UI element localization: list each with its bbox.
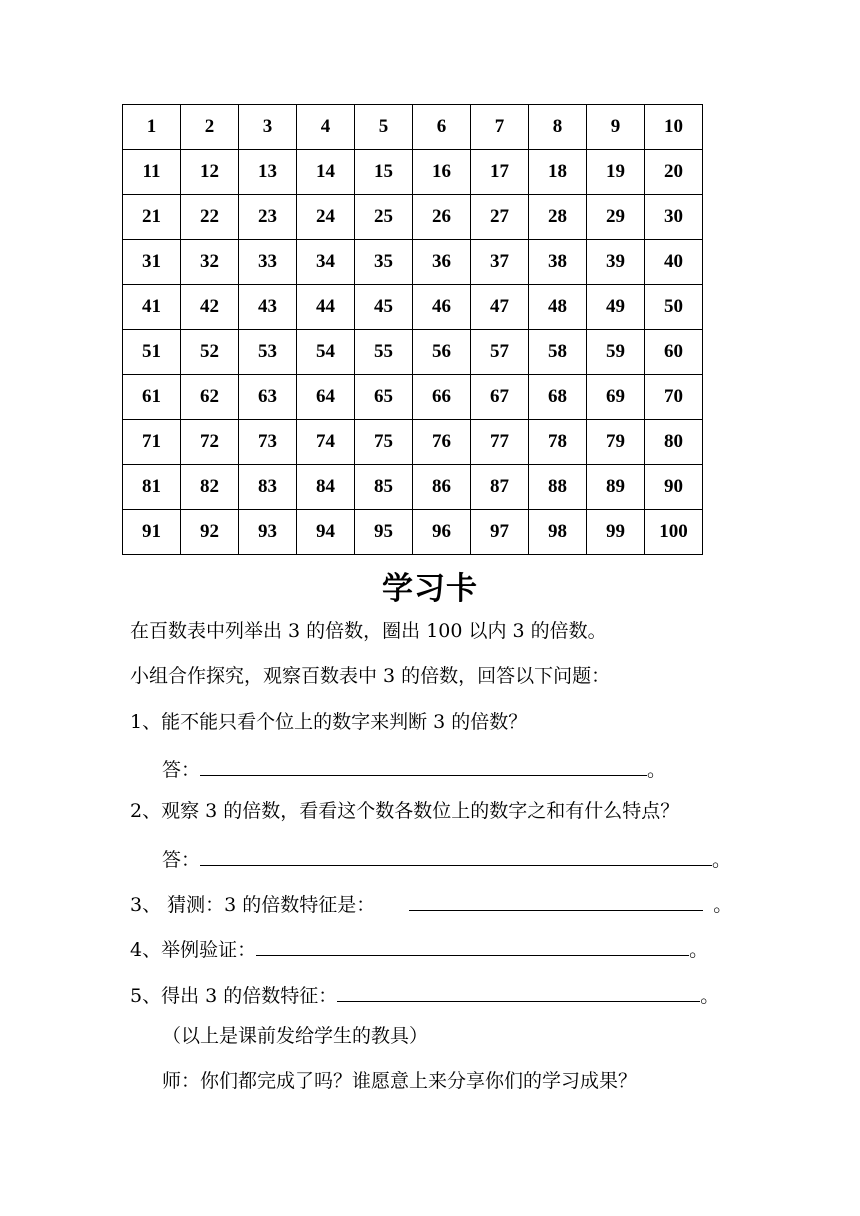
chart-cell[interactable]: 88 — [529, 465, 587, 510]
chart-cell[interactable]: 85 — [355, 465, 413, 510]
question-3-row — [130, 892, 732, 915]
answer-1-row — [162, 757, 666, 780]
chart-cell[interactable]: 20 — [645, 150, 703, 195]
chart-cell[interactable]: 41 — [123, 285, 181, 330]
chart-cell[interactable]: 38 — [529, 240, 587, 285]
learning-card-title: 学习卡 — [382, 571, 478, 607]
answer-5-blank[interactable] — [337, 983, 700, 1002]
chart-cell[interactable]: 15 — [355, 150, 413, 195]
chart-cell[interactable]: 83 — [239, 465, 297, 510]
intro-line-1: 在百数表中列举出 3 的倍数，圈出 100 以内 3 的倍数。 — [130, 620, 607, 642]
chart-cell[interactable]: 96 — [413, 510, 471, 555]
chart-cell[interactable]: 66 — [413, 375, 471, 420]
chart-cell[interactable]: 80 — [645, 420, 703, 465]
question-4-row — [130, 937, 708, 960]
chart-cell[interactable]: 93 — [239, 510, 297, 555]
hundred-chart — [122, 104, 703, 555]
chart-cell[interactable]: 59 — [587, 330, 645, 375]
chart-cell[interactable]: 32 — [181, 240, 239, 285]
chart-cell[interactable]: 57 — [471, 330, 529, 375]
chart-cell[interactable]: 65 — [355, 375, 413, 420]
chart-cell[interactable]: 79 — [587, 420, 645, 465]
chart-cell[interactable]: 60 — [645, 330, 703, 375]
answer-5-period: 。 — [700, 985, 720, 1007]
chart-cell[interactable]: 35 — [355, 240, 413, 285]
answer-1-blank[interactable] — [200, 757, 647, 776]
chart-cell[interactable]: 74 — [297, 420, 355, 465]
chart-cell[interactable]: 17 — [471, 150, 529, 195]
answer-2-row — [162, 847, 731, 870]
chart-cell[interactable]: 39 — [587, 240, 645, 285]
chart-cell[interactable]: 49 — [587, 285, 645, 330]
question-5-row — [130, 983, 719, 1006]
chart-cell[interactable]: 82 — [181, 465, 239, 510]
chart-cell[interactable]: 10 — [645, 105, 703, 150]
chart-cell[interactable]: 67 — [471, 375, 529, 420]
chart-cell[interactable]: 69 — [587, 375, 645, 420]
chart-row — [123, 285, 703, 330]
chart-cell[interactable]: 22 — [181, 195, 239, 240]
chart-cell[interactable]: 94 — [297, 510, 355, 555]
chart-cell[interactable]: 81 — [123, 465, 181, 510]
chart-cell[interactable]: 100 — [645, 510, 703, 555]
answer-3-period: 。 — [713, 894, 733, 916]
chart-cell[interactable]: 6 — [413, 105, 471, 150]
chart-cell[interactable]: 36 — [413, 240, 471, 285]
chart-cell[interactable]: 91 — [123, 510, 181, 555]
chart-cell[interactable]: 61 — [123, 375, 181, 420]
chart-cell[interactable]: 75 — [355, 420, 413, 465]
chart-cell[interactable]: 28 — [529, 195, 587, 240]
chart-cell[interactable]: 71 — [123, 420, 181, 465]
chart-cell[interactable]: 76 — [413, 420, 471, 465]
chart-cell[interactable]: 9 — [587, 105, 645, 150]
chart-row — [123, 195, 703, 240]
chart-cell[interactable]: 45 — [355, 285, 413, 330]
question-1: 1、能不能只看个位上的数字来判断 3 的倍数？ — [130, 711, 528, 733]
chart-cell[interactable]: 30 — [645, 195, 703, 240]
answer-4-period: 。 — [689, 939, 709, 961]
chart-cell[interactable]: 19 — [587, 150, 645, 195]
chart-row — [123, 420, 703, 465]
hundred-chart-body — [123, 105, 703, 555]
answer-2-blank[interactable] — [200, 847, 712, 866]
chart-cell[interactable]: 90 — [645, 465, 703, 510]
chart-cell[interactable]: 21 — [123, 195, 181, 240]
chart-cell[interactable]: 48 — [529, 285, 587, 330]
note-line: （以上是课前发给学生的教具） — [162, 1025, 429, 1047]
chart-cell[interactable]: 63 — [239, 375, 297, 420]
chart-cell[interactable]: 3 — [239, 105, 297, 150]
chart-cell[interactable]: 2 — [181, 105, 239, 150]
chart-row — [123, 330, 703, 375]
chart-cell[interactable]: 44 — [297, 285, 355, 330]
chart-cell[interactable]: 78 — [529, 420, 587, 465]
chart-cell[interactable]: 62 — [181, 375, 239, 420]
chart-cell[interactable]: 25 — [355, 195, 413, 240]
chart-cell[interactable]: 86 — [413, 465, 471, 510]
chart-cell[interactable]: 27 — [471, 195, 529, 240]
chart-cell[interactable]: 46 — [413, 285, 471, 330]
chart-row — [123, 150, 703, 195]
answer-2-label: 答： — [162, 849, 201, 871]
chart-cell[interactable]: 7 — [471, 105, 529, 150]
chart-cell[interactable]: 51 — [123, 330, 181, 375]
chart-cell[interactable]: 73 — [239, 420, 297, 465]
chart-cell[interactable]: 98 — [529, 510, 587, 555]
chart-row — [123, 240, 703, 285]
chart-cell[interactable]: 4 — [297, 105, 355, 150]
chart-cell[interactable]: 58 — [529, 330, 587, 375]
chart-cell[interactable]: 54 — [297, 330, 355, 375]
question-2: 2、观察 3 的倍数，看看这个数各数位上的数字之和有什么特点？ — [130, 800, 680, 822]
chart-cell[interactable]: 50 — [645, 285, 703, 330]
chart-cell[interactable]: 56 — [413, 330, 471, 375]
chart-row — [123, 465, 703, 510]
chart-cell[interactable]: 95 — [355, 510, 413, 555]
chart-cell[interactable]: 16 — [413, 150, 471, 195]
chart-cell[interactable]: 92 — [181, 510, 239, 555]
chart-cell[interactable]: 87 — [471, 465, 529, 510]
answer-1-period: 。 — [647, 759, 667, 781]
answer-4-blank[interactable] — [256, 937, 689, 956]
chart-cell[interactable]: 99 — [587, 510, 645, 555]
answer-1-label: 答： — [162, 759, 201, 781]
chart-cell[interactable]: 11 — [123, 150, 181, 195]
chart-cell[interactable]: 23 — [239, 195, 297, 240]
chart-cell[interactable]: 12 — [181, 150, 239, 195]
chart-row — [123, 510, 703, 555]
question-5: 5、得出 3 的倍数特征： — [130, 985, 338, 1007]
chart-cell[interactable]: 55 — [355, 330, 413, 375]
teacher-line: 师：你们都完成了吗？谁愿意上来分享你们的学习成果？ — [162, 1070, 638, 1092]
chart-cell[interactable]: 31 — [123, 240, 181, 285]
question-4: 4、举例验证： — [130, 939, 257, 961]
chart-cell[interactable]: 52 — [181, 330, 239, 375]
chart-cell[interactable]: 64 — [297, 375, 355, 420]
chart-cell[interactable]: 5 — [355, 105, 413, 150]
chart-row — [123, 375, 703, 420]
chart-cell[interactable]: 26 — [413, 195, 471, 240]
chart-cell[interactable]: 97 — [471, 510, 529, 555]
chart-cell[interactable]: 43 — [239, 285, 297, 330]
chart-cell[interactable]: 8 — [529, 105, 587, 150]
intro-line-2: 小组合作探究，观察百数表中 3 的倍数，回答以下问题： — [130, 665, 611, 687]
chart-cell[interactable]: 1 — [123, 105, 181, 150]
answer-3-blank[interactable] — [409, 892, 703, 911]
chart-cell[interactable]: 14 — [297, 150, 355, 195]
chart-cell[interactable]: 40 — [645, 240, 703, 285]
chart-cell[interactable]: 33 — [239, 240, 297, 285]
chart-cell[interactable]: 70 — [645, 375, 703, 420]
chart-cell[interactable]: 72 — [181, 420, 239, 465]
chart-row — [123, 105, 703, 150]
chart-cell[interactable]: 24 — [297, 195, 355, 240]
chart-cell[interactable]: 13 — [239, 150, 297, 195]
chart-cell[interactable]: 53 — [239, 330, 297, 375]
answer-2-period: 。 — [712, 849, 732, 871]
chart-cell[interactable]: 68 — [529, 375, 587, 420]
chart-cell[interactable]: 29 — [587, 195, 645, 240]
question-3: 3、 猜测：3 的倍数特征是： — [130, 894, 376, 916]
chart-cell[interactable]: 42 — [181, 285, 239, 330]
chart-cell[interactable]: 18 — [529, 150, 587, 195]
chart-cell[interactable]: 37 — [471, 240, 529, 285]
chart-cell[interactable]: 34 — [297, 240, 355, 285]
chart-cell[interactable]: 84 — [297, 465, 355, 510]
chart-cell[interactable]: 89 — [587, 465, 645, 510]
chart-cell[interactable]: 77 — [471, 420, 529, 465]
chart-cell[interactable]: 47 — [471, 285, 529, 330]
